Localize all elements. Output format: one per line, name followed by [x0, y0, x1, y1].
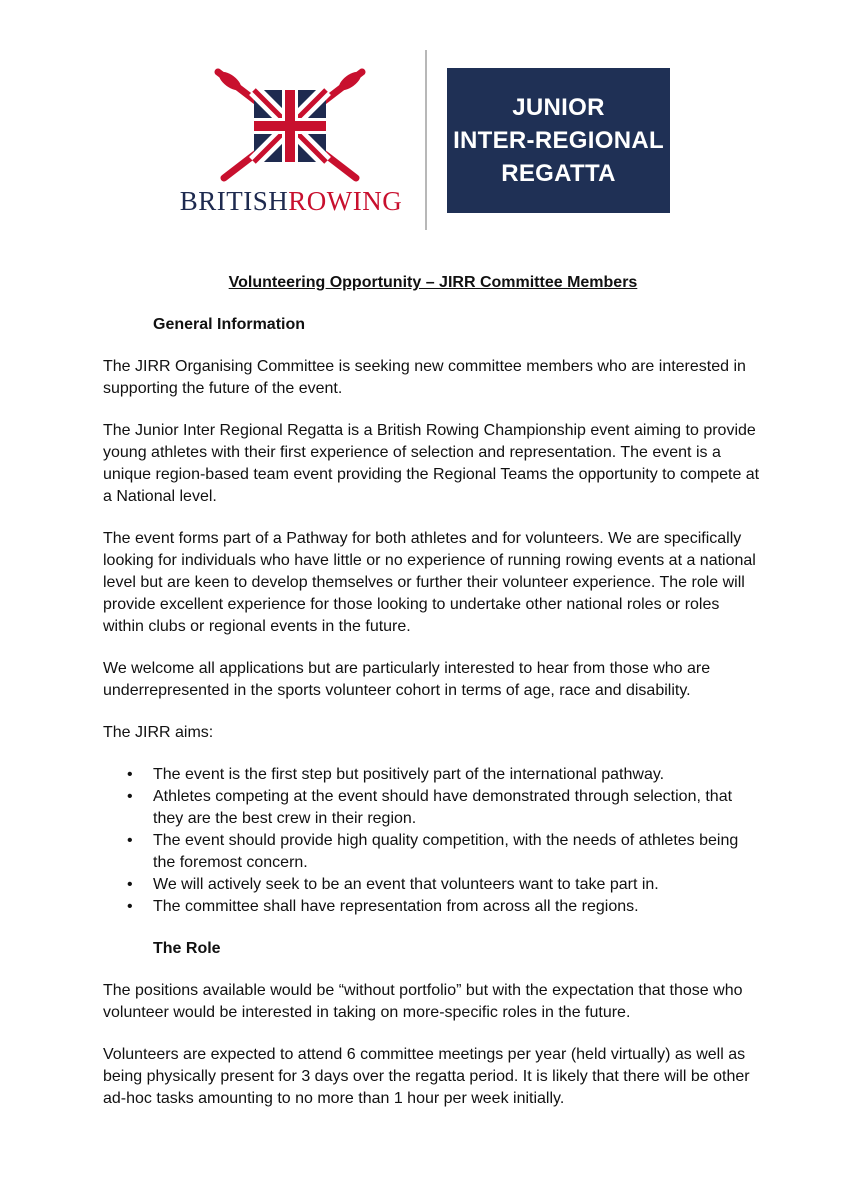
document-title: Volunteering Opportunity – JIRR Committee Members [228, 274, 638, 291]
letterhead [0, 0, 848, 240]
jirr-logo-box [447, 68, 670, 213]
british-rowing-logo [176, 66, 406, 216]
list-item [103, 830, 763, 874]
jirr-line-1: JUNIOR [512, 94, 605, 121]
paragraph-pathway: The event forms part of a Pathway for both athletes and for volunteers. We are specifically looking for individuals who have little or no experience of running rowing events at a national level but are keen to develop themselves or further their volunteer experience. The role will provide excellent experience for those looking to undertake other national roles or roles within clubs or regional events in the future. [103, 530, 756, 635]
british-rowing-wordmark [176, 186, 406, 217]
header-divider [425, 50, 427, 230]
list-item [103, 786, 763, 830]
union-flag-oars-icon [210, 66, 370, 184]
aims-list [103, 764, 763, 918]
aim-text: We will actively seek to be an event that volunteers want to take part in. [153, 876, 659, 893]
bullet-icon: • [127, 876, 133, 893]
aim-text: The committee shall have representation from across all the regions. [153, 898, 639, 915]
aim-text: The event is the first step but positively part of the international pathway. [153, 766, 665, 783]
aims-intro: The JIRR aims: [103, 724, 214, 741]
list-item [103, 896, 763, 918]
the-role-heading: The Role [153, 940, 221, 957]
list-item [103, 764, 763, 786]
bullet-icon: • [127, 832, 133, 849]
paragraph-intro: The JIRR Organising Committee is seeking new committee members who are interested in supporting the future of the event. [103, 358, 746, 397]
general-information-heading: General Information [153, 316, 306, 333]
aim-text: Athletes competing at the event should have demonstrated through selection, that they are the best crew in their region. [153, 788, 733, 827]
paragraph-commitment: Volunteers are expected to attend 6 committee meetings per year (held virtually) as well as being physically present for 3 days over the regatta period. It is likely that there will be other ad-hoc tasks amounting to no more than 1 hour per week initially. [103, 1046, 750, 1107]
aim-text: The event should provide high quality competition, with the needs of athletes being the foremost concern. [153, 832, 739, 871]
paragraph-event-description: The Junior Inter Regional Regatta is a British Rowing Championship event aiming to provide young athletes with their first experience of selection and representation. The event is a unique region-based team event providing the Regional Teams the opportunity to compete at a National level. [103, 422, 760, 505]
bullet-icon: • [127, 898, 133, 915]
jirr-line-3: REGATTA [501, 160, 616, 187]
paragraph-applications: We welcome all applications but are particularly interested to hear from those who are underrepresented in the sports volunteer cohort in terms of age, race and disability. [103, 660, 711, 699]
bullet-icon: • [127, 766, 133, 783]
paragraph-positions: The positions available would be “without portfolio” but with the expectation that those who volunteer would be interested in taking on more-specific roles in the future. [103, 982, 743, 1021]
wordmark-british: BRITISH [179, 186, 289, 216]
jirr-line-2: INTER-REGIONAL [453, 127, 664, 154]
wordmark-rowing: ROWING [288, 186, 403, 216]
document-body [103, 272, 763, 1130]
list-item [103, 874, 763, 896]
bullet-icon: • [127, 788, 133, 805]
